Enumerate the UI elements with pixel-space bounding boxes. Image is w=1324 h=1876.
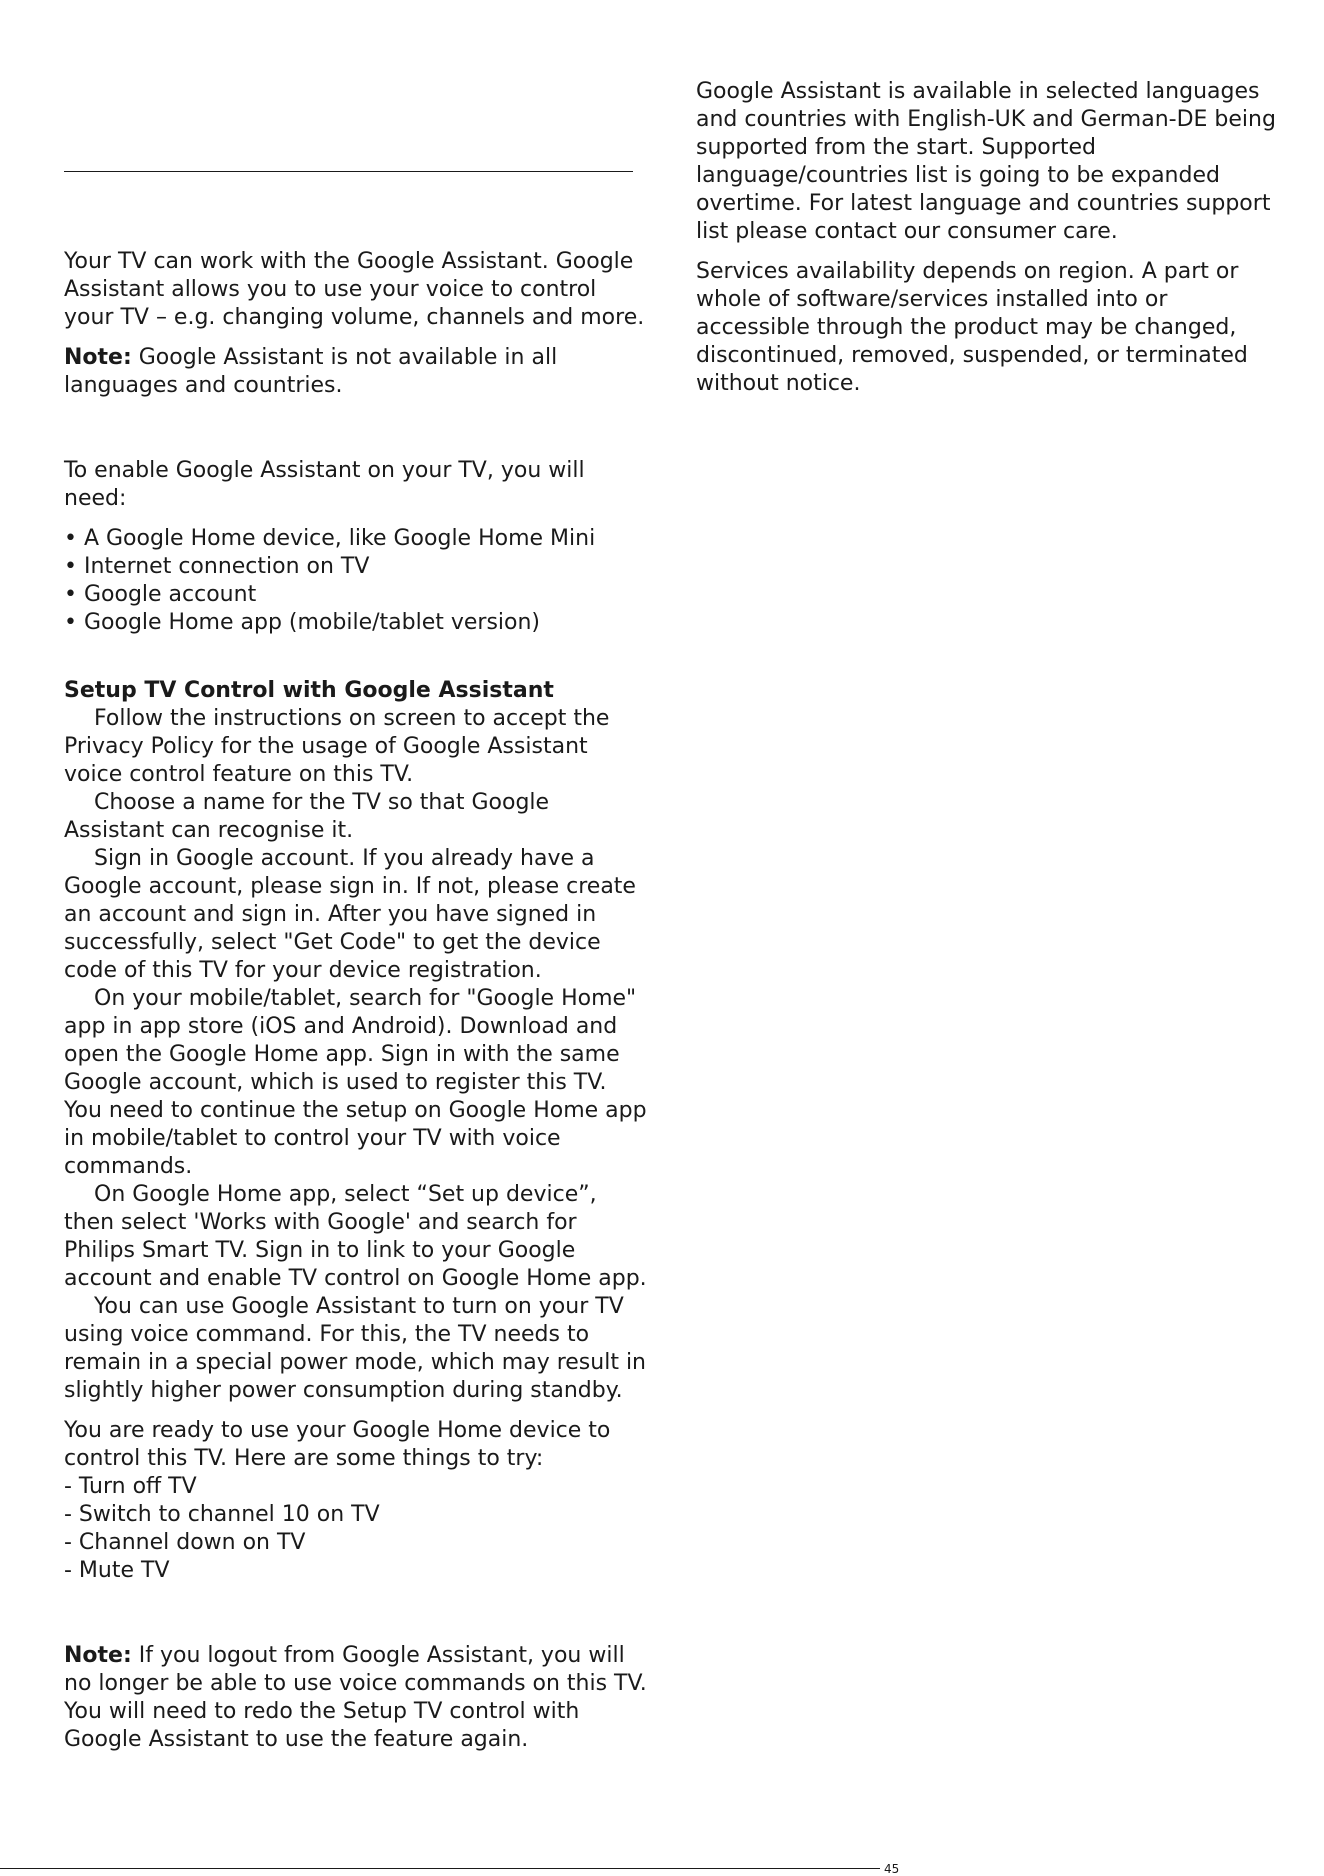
- list-item: - Mute TV: [64, 1558, 170, 1583]
- ready-paragraph: You are ready to use your Google Home device to control this TV. Here are some things to try:: [64, 1418, 611, 1471]
- requirements-intro: To enable Google Assistant on your TV, you will need:: [64, 458, 585, 511]
- step-paragraph: On your mobile/tablet, search for "Google Home" app in app store (iOS and Android). Download and open the Google Home app. Sign in with the same Google account, which is used to register this TV. You need to continue the setup on Google Home app in mobile/tablet to control your TV with voice commands.: [64, 986, 647, 1179]
- step-paragraph: On Google Home app, select “Set up device”, then select 'Works with Google' and search for Philips Smart TV. Sign in to link to your Google account and enable TV control on Google Home app.: [64, 1182, 647, 1291]
- page-number: 45: [884, 1862, 900, 1876]
- intro-paragraph: Your TV can work with the Google Assistant. Google Assistant allows you to use your voice to control your TV – e.g. changing volume, channels and more.: [64, 249, 645, 330]
- left-column: [64, 248, 648, 1754]
- list-item: - Channel down on TV: [64, 1530, 306, 1555]
- step-paragraph: Sign in Google account. If you already have a Google account, please sign in. If not, please create an account and sign in. After you have signed in successfully, select "Get Code" to get the device code of this TV for your device registration.: [64, 846, 636, 983]
- availability-paragraph: Google Assistant is available in selected languages and countries with English-UK and German-DE being supported from the start. Supported language/countries list is going to be expanded overtime. For latest language and countries support list please contact our consumer care.: [696, 79, 1276, 244]
- list-item: • Google account: [64, 582, 257, 607]
- note-text: Google Assistant is not available in all languages and countries.: [64, 345, 558, 398]
- services-paragraph: Services availability depends on region. A part or whole of software/services installed into or accessible through the product may be changed, discontinued, removed, suspended, or terminated without notice.: [696, 259, 1248, 396]
- setup-steps: [64, 705, 648, 1405]
- list-item: • A Google Home device, like Google Home Mini: [64, 526, 596, 551]
- try-list: [64, 1473, 648, 1585]
- list-item: • Google Home app (mobile/tablet version): [64, 610, 541, 635]
- note-text: If you logout from Google Assistant, you will no longer be able to use voice commands on this TV. You will need to redo the Setup TV control with Google Assistant to use the feature again.: [64, 1643, 647, 1752]
- step-paragraph: You can use Google Assistant to turn on your TV using voice command. For this, the TV needs to remain in a special power mode, which may result in slightly higher power consumption during standby.: [64, 1294, 647, 1403]
- list-item: - Switch to channel 10 on TV: [64, 1502, 380, 1527]
- note-paragraph: [64, 1642, 648, 1754]
- note-label: Note:: [64, 345, 132, 370]
- footer-divider: [0, 1868, 880, 1869]
- list-item: • Internet connection on TV: [64, 554, 370, 579]
- list-item: - Turn off TV: [64, 1474, 197, 1499]
- section-divider: [64, 171, 633, 172]
- right-column: [696, 78, 1276, 398]
- note-paragraph: [64, 344, 648, 400]
- section-heading: Setup TV Control with Google Assistant: [64, 678, 554, 703]
- note-label: Note:: [64, 1643, 132, 1668]
- requirements-list: [64, 525, 648, 637]
- step-paragraph: Choose a name for the TV so that Google Assistant can recognise it.: [64, 790, 550, 843]
- step-paragraph: Follow the instructions on screen to accept the Privacy Policy for the usage of Google Assistant voice control feature on this TV.: [64, 706, 610, 787]
